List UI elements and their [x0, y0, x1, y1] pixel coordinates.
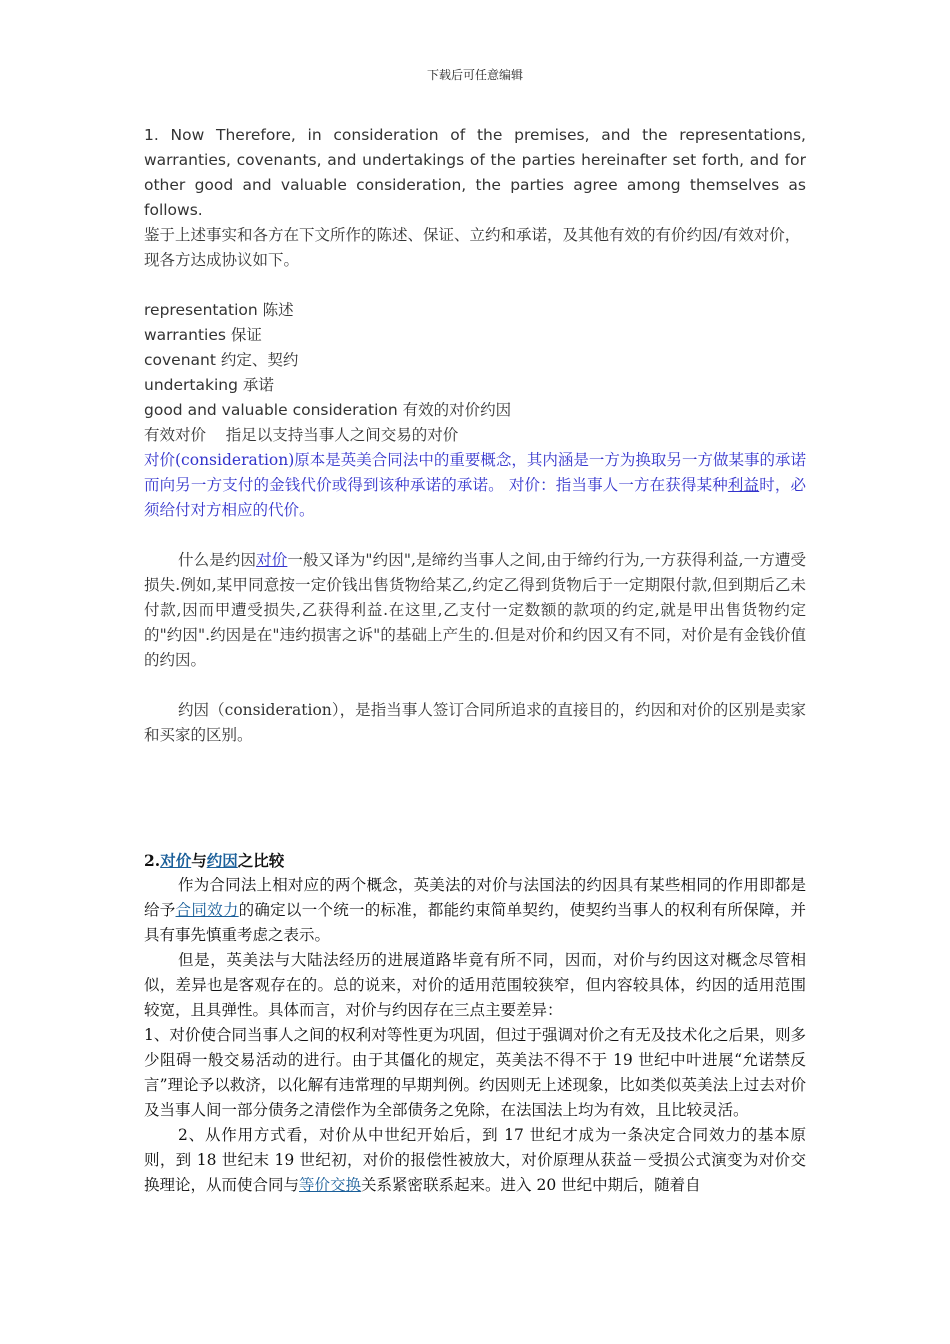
paragraph-text: 关系紧密联系起来。进入 20 世纪中期后，随着自	[361, 1176, 701, 1194]
link-equivalent-exchange[interactable]: 等价交换	[299, 1176, 362, 1194]
page-header: 下载后可任意编辑	[426, 68, 523, 82]
section2-paragraph-3: 1、对价使合同当事人之间的权利对等性更为巩固，但过于强调对价之有无及技术化之后果，则多少阻碍一般交易活动的进行。由于其僵化的规定，英美法不得不于 19 世纪中叶进展“允诺禁反言”理论予以救济，以化解有违常理的早期判例。约因则无上述现象，比如类似英美法上过去对价及当事人间一部分债务之清偿作为全部债务之免除，在法国法上均为有效，且比较灵活。	[144, 1026, 806, 1119]
glossary-item	[144, 373, 806, 398]
glossary-item	[144, 398, 806, 423]
link-contract-validity[interactable]: 合同效力	[175, 901, 239, 919]
document-body	[144, 123, 806, 1198]
definition-line: 有效对价 指足以支持当事人之间交易的对价	[144, 426, 459, 444]
spacer	[144, 273, 806, 298]
link-duijia[interactable]: 对价	[256, 551, 288, 569]
glossary-item	[144, 323, 806, 348]
glossary-term: covenant	[144, 351, 216, 369]
spacer	[144, 748, 806, 848]
link-heading-yueyin[interactable]: 约因	[206, 851, 238, 870]
glossary-list	[144, 298, 806, 423]
spacer	[144, 673, 806, 698]
section2-paragraph-4	[144, 1123, 806, 1198]
glossary-translation: 陈述	[262, 301, 294, 319]
glossary-translation: 承诺	[242, 376, 274, 394]
glossary-term: good and valuable consideration	[144, 401, 398, 419]
spacer	[144, 523, 806, 548]
glossary-term: undertaking	[144, 376, 238, 394]
definition-text: 对价(consideration)原本是英美合同法中的重要概念，其内涵是一方为换取另一方做某事的承诺而向另一方支付的金钱代价或得到该种承诺的承诺。 对价：指当事人一方在获得某种	[144, 451, 806, 494]
definition-text: 时，必须给付对方相应的代价。	[144, 476, 806, 519]
section2-paragraph-2: 但是，英美法与大陆法经历的进展道路毕竟有所不同，因而，对价与约因这对概念尽管相似，差异也是客观存在的。总的说来，对价的适用范围较狭窄，但内容较具体，约因的适用范围较宽，且具弹性。具体而言，对价与约因存在三点主要差异：	[144, 951, 806, 1019]
section-number: 2.	[144, 851, 161, 870]
glossary-item	[144, 348, 806, 373]
glossary-item	[144, 298, 806, 323]
paragraph-text: 什么是约因	[178, 551, 257, 569]
paragraph-what-is-consideration	[144, 548, 806, 673]
consideration-definition	[144, 448, 806, 523]
glossary-term: representation	[144, 301, 258, 319]
heading-text: 之比较	[237, 851, 285, 870]
glossary-term: warranties	[144, 326, 226, 344]
paragraph-text: 的确定以一个统一的标准，都能约束简单契约，使契约当事人的权利有所保障，并具有事先慎重考虑之表示。	[144, 901, 806, 944]
paragraph-text: 2、从作用方式看，对价从中世纪开始后，到 17 世纪才成为一条决定合同效力的基本原则，到 18 世纪末 19 世纪初，对价的报偿性被放大，对价原理从获益－受损公式演变为对价交换理论，从而使合同与	[144, 1126, 806, 1194]
section-heading	[144, 848, 806, 873]
link-heading-duijia[interactable]: 对价	[160, 851, 192, 870]
glossary-translation: 保证	[230, 326, 262, 344]
paragraph-yueyin: 约因（consideration），是指当事人签订合同所追求的直接目的，约因和对价的区别是卖家和买家的区别。	[144, 701, 806, 744]
section2-paragraph-1	[144, 873, 806, 948]
glossary-translation: 约定、契约	[220, 351, 299, 369]
link-liyi[interactable]: 利益	[727, 476, 760, 494]
paragraph-chinese-translation: 鉴于上述事实和各方在下文所作的陈述、保证、立约和承诺，及其他有效的有价约因/有效对价，现各方达成协议如下。	[144, 226, 801, 269]
paragraph-text: 作为合同法上相对应的两个概念，英美法的对价与法国法的约因具有某些相同的作用即都是给予	[144, 876, 806, 919]
paragraph-text: 一般又译为"约因",是缔约当事人之间,由于缔约行为,一方获得利益,一方遭受损失.例如,某甲同意按一定价钱出售货物给某乙,约定乙得到货物后于一定期限付款,但到期后乙未付款,因而甲遭受损失,乙获得利益.在这里,乙支付一定数额的款项的约定,就是甲出售货物约定的"约因".约因是在"违约损害之诉"的基础上产生的.但是对价和约因又有不同，对价是有金钱价值的约因。	[144, 551, 806, 669]
glossary-translation: 有效的对价约因	[402, 401, 512, 419]
heading-text: 与	[191, 851, 207, 870]
paragraph-english-clause: 1. Now Therefore, in consideration of the premises, and the representations, warranties, covenants, and undertakings of the parties hereinafter set forth, and for other good and valuable consideration, the parties agree among themselves as follows.	[144, 126, 806, 219]
